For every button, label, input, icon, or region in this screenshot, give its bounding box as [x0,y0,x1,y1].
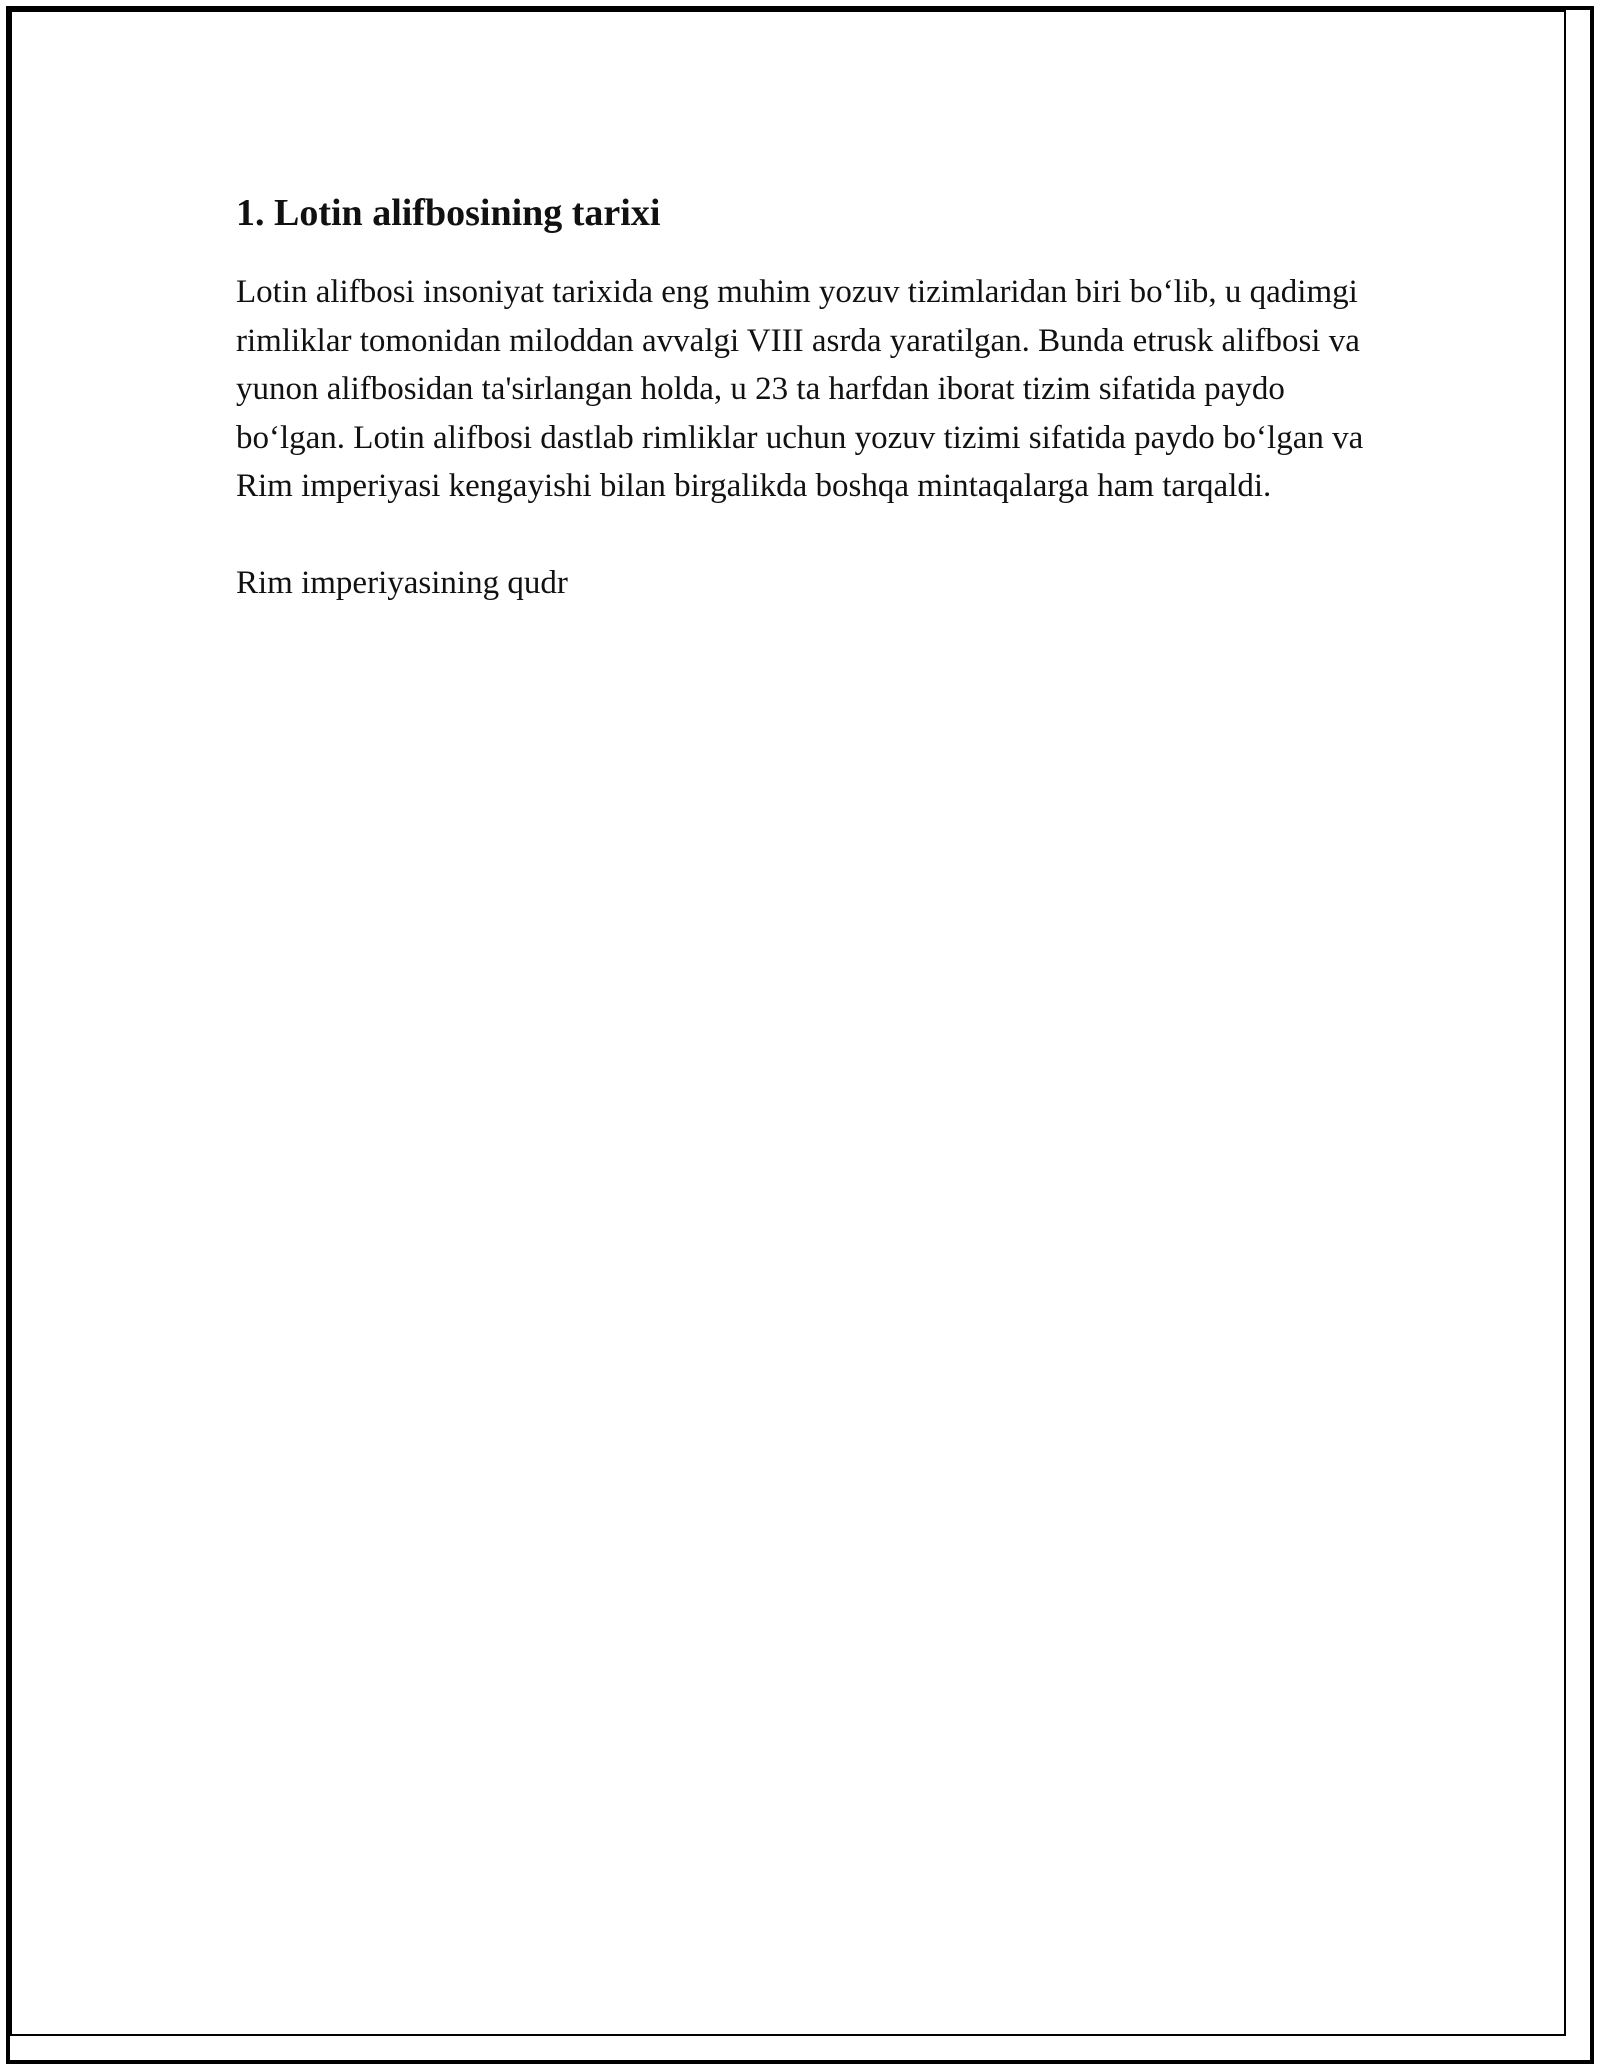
document-content [236,186,1376,607]
body-paragraph-fragment: Rim imperiyasining qudr [236,564,568,601]
body-paragraph: Lotin alifbosi insoniyat tarixida eng muhim yozuv tizimlaridan biri bo‘lib, u qadimgi rimliklar tomonidan miloddan avvalgi VIII asrda yaratilgan. Bunda etrusk alifbosi va yunon alifbosidan ta'sirlangan holda, u 23 ta harfdan iborat tizim sifatida paydo bo‘lgan. Lotin alifbosi dastlab rimliklar uchun yozuv tizimi sifatida paydo bo‘lgan va Rim imperiyasi kengayishi bilan birgalikda boshqa mintaqalarga ham tarqaldi. [236,274,1364,504]
section-title: 1. Lotin alifbosining tarixi [236,192,661,234]
